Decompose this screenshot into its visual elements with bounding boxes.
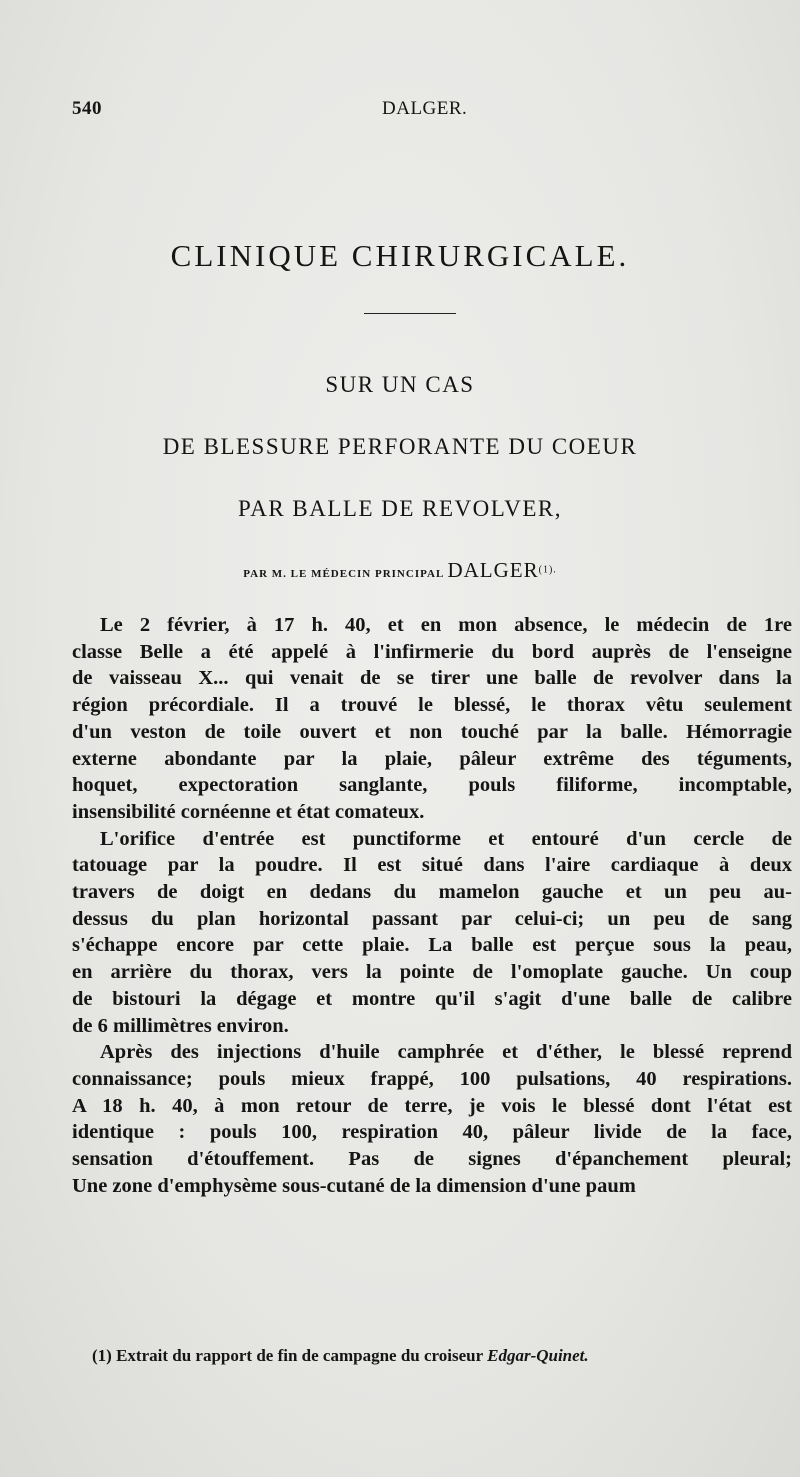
- footnote-mark: (1): [92, 1346, 112, 1365]
- body-line: dessus du plan horizontal passant par celui-ci; un peu de sang: [72, 907, 792, 930]
- article-body: [72, 612, 792, 1199]
- running-title: DALGER.: [382, 98, 468, 119]
- body-line: travers de doigt en dedans du mamelon gauche et un peu au-: [72, 881, 792, 904]
- footnote: [92, 1346, 782, 1366]
- body-line: Après des injections d'huile camphrée et d'éther, le blessé reprend: [100, 1041, 792, 1064]
- page-number: 540: [72, 98, 102, 119]
- body-line: de vaisseau X... qui venait de se tirer une balle de revolver dans la: [72, 667, 792, 690]
- body-line: tatouage par la poudre. Il est situé dans l'aire cardiaque à deux: [72, 854, 792, 877]
- body-line: de bistouri la dégage et montre qu'il s'agit d'une balle de calibre: [72, 987, 792, 1010]
- body-line: sensation d'étouffement. Pas de signes d'épanchement pleural;: [72, 1148, 792, 1171]
- footnote-text: Extrait du rapport de fin de campagne du croiseur: [116, 1346, 483, 1365]
- article-title-line-1: SUR UN CAS: [325, 372, 475, 397]
- body-line: connaissance; pouls mieux frappé, 100 pulsations, 40 respirations.: [72, 1067, 792, 1090]
- title-divider: [364, 313, 456, 314]
- body-line: identique : pouls 100, respiration 40, pâleur livide de la face,: [72, 1121, 792, 1144]
- byline: [0, 558, 800, 583]
- footnote-ship-name: Edgar-Quinet.: [487, 1346, 589, 1365]
- body-line: L'orifice d'entrée est punctiforme et entouré d'un cercle de: [100, 827, 792, 850]
- body-line: région précordiale. Il a trouvé le blessé, le thorax vêtu seulement: [72, 694, 792, 717]
- body-line: en arrière du thorax, vers la pointe de l'omoplate gauche. Un coup: [72, 961, 792, 984]
- article-title-line-2: DE BLESSURE PERFORANTE DU COEUR: [162, 434, 638, 459]
- body-line: d'un veston de toile ouvert et non touché par la balle. Hémorragie: [72, 720, 792, 743]
- body-line: s'échappe encore par cette plaie. La balle est perçue sous la peau,: [72, 934, 792, 957]
- body-line: hoquet, expectoration sanglante, pouls filiforme, incomptable,: [72, 774, 792, 797]
- body-line: A 18 h. 40, à mon retour de terre, je vois le blessé dont l'état est: [72, 1094, 792, 1117]
- section-title: CLINIQUE CHIRURGICALE.: [170, 238, 630, 273]
- byline-author: DALGER: [447, 558, 539, 582]
- article-title-line-3: PAR BALLE DE REVOLVER,: [238, 496, 562, 521]
- body-line: Une zone d'emphysème sous-cutané de la dimension d'une paum: [72, 1174, 636, 1197]
- footnote-reference: (1).: [538, 564, 557, 576]
- body-line: classe Belle a été appelé à l'infirmerie du bord auprès de l'enseigne: [72, 640, 792, 663]
- body-line: insensibilité cornéenne et état comateux.: [72, 800, 425, 823]
- body-line: externe abondante par la plaie, pâleur extrême des téguments,: [72, 747, 792, 770]
- body-line: de 6 millimètres environ.: [72, 1014, 289, 1037]
- body-line: Le 2 février, à 17 h. 40, et en mon absence, le médecin de 1re: [100, 614, 792, 636]
- running-head: [72, 98, 728, 128]
- byline-prefix: PAR M. LE MÉDECIN PRINCIPAL: [243, 568, 444, 580]
